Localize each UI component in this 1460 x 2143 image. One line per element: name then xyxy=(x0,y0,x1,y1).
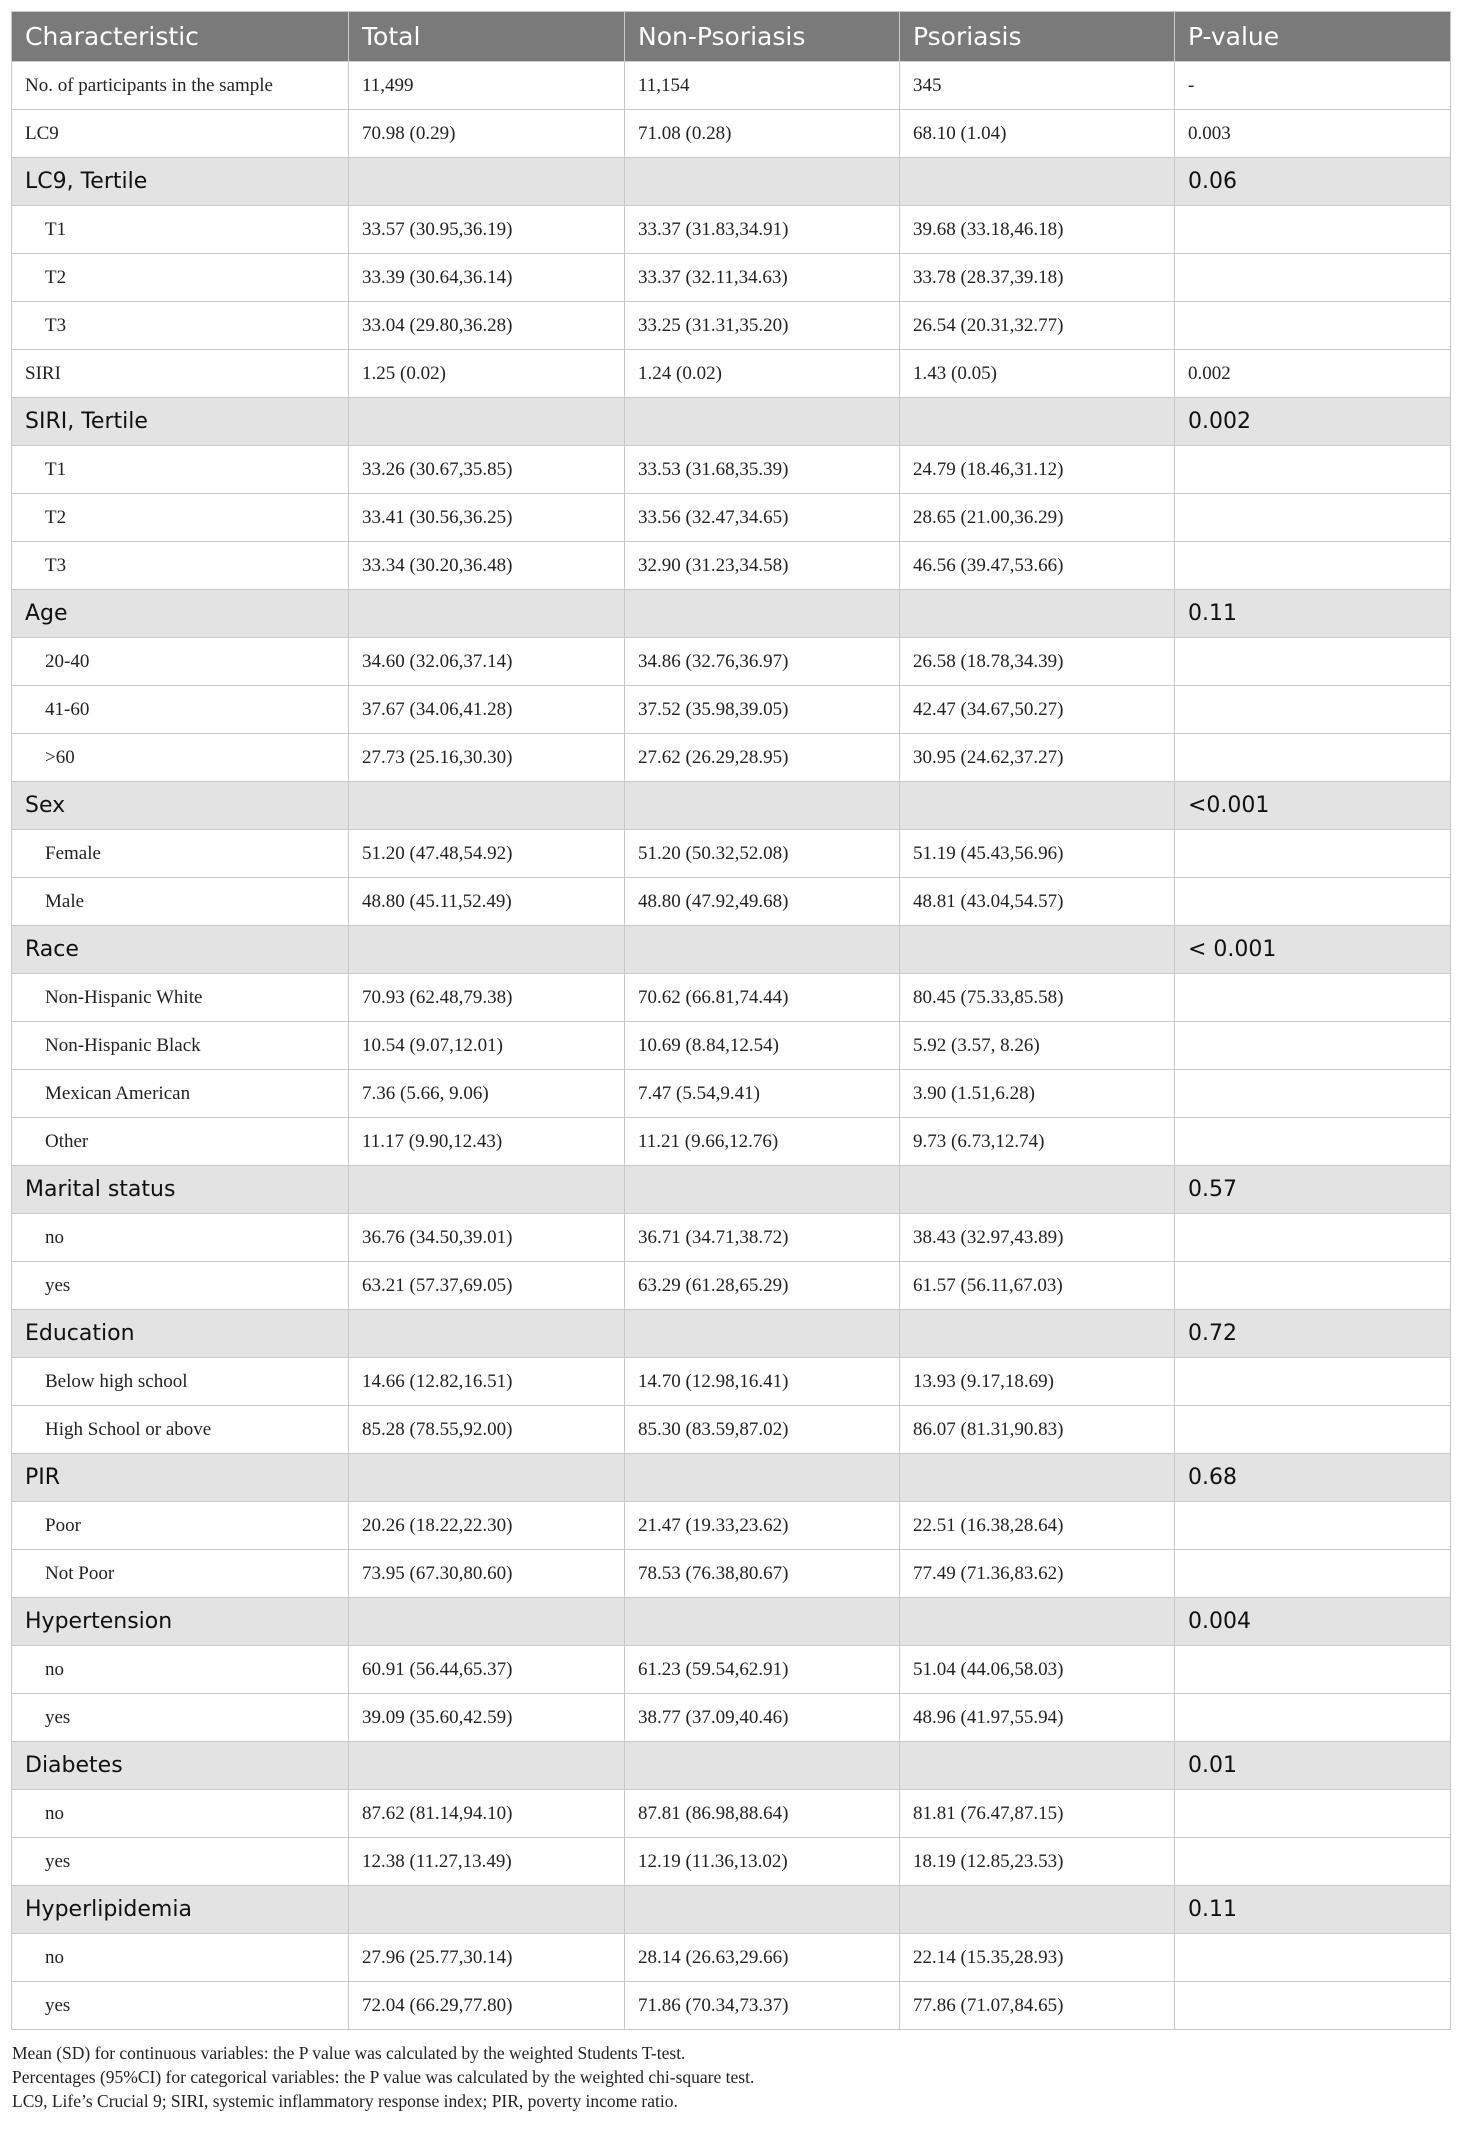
table-row xyxy=(12,350,1451,398)
cell-p-value xyxy=(1175,830,1451,878)
cell-total: 11.17 (9.90,12.43) xyxy=(349,1118,625,1166)
cell-characteristic: T2 xyxy=(12,494,349,542)
cell-total: 36.76 (34.50,39.01) xyxy=(349,1214,625,1262)
cell-non-psoriasis xyxy=(625,590,900,638)
sub-row xyxy=(12,1694,1451,1742)
group-row xyxy=(12,1166,1451,1214)
cell-non-psoriasis: 12.19 (11.36,13.02) xyxy=(625,1838,900,1886)
sub-row xyxy=(12,1790,1451,1838)
cell-characteristic: Mexican American xyxy=(12,1070,349,1118)
cell-characteristic: no xyxy=(12,1790,349,1838)
cell-characteristic: 20-40 xyxy=(12,638,349,686)
cell-total: 33.39 (30.64,36.14) xyxy=(349,254,625,302)
cell-p-value xyxy=(1175,686,1451,734)
cell-psoriasis xyxy=(900,1454,1175,1502)
cell-characteristic: High School or above xyxy=(12,1406,349,1454)
cell-p-value xyxy=(1175,1550,1451,1598)
cell-p-value xyxy=(1175,1022,1451,1070)
sub-row xyxy=(12,686,1451,734)
sub-row xyxy=(12,1406,1451,1454)
cell-non-psoriasis xyxy=(625,1742,900,1790)
cell-psoriasis: 42.47 (34.67,50.27) xyxy=(900,686,1175,734)
cell-characteristic: Other xyxy=(12,1118,349,1166)
cell-characteristic: Non-Hispanic White xyxy=(12,974,349,1022)
baseline-characteristics-table xyxy=(11,11,1451,2030)
cell-characteristic: yes xyxy=(12,1694,349,1742)
header-p-value: P-value xyxy=(1175,12,1451,62)
sub-row xyxy=(12,542,1451,590)
cell-psoriasis xyxy=(900,1742,1175,1790)
cell-p-value xyxy=(1175,494,1451,542)
cell-non-psoriasis: 33.25 (31.31,35.20) xyxy=(625,302,900,350)
cell-non-psoriasis: 70.62 (66.81,74.44) xyxy=(625,974,900,1022)
cell-psoriasis: 30.95 (24.62,37.27) xyxy=(900,734,1175,782)
footnote: LC9, Life’s Crucial 9; SIRI, systemic inflammatory response index; PIR, poverty income ratio. xyxy=(12,2091,678,2111)
cell-total xyxy=(349,1310,625,1358)
cell-psoriasis: 81.81 (76.47,87.15) xyxy=(900,1790,1175,1838)
cell-non-psoriasis: 34.86 (32.76,36.97) xyxy=(625,638,900,686)
cell-psoriasis: 13.93 (9.17,18.69) xyxy=(900,1358,1175,1406)
table-row xyxy=(12,110,1451,158)
cell-total: 27.96 (25.77,30.14) xyxy=(349,1934,625,1982)
table-container xyxy=(11,11,1450,2113)
sub-row xyxy=(12,1358,1451,1406)
cell-non-psoriasis xyxy=(625,1454,900,1502)
cell-p-value: - xyxy=(1175,62,1451,110)
cell-total: 34.60 (32.06,37.14) xyxy=(349,638,625,686)
cell-total: 39.09 (35.60,42.59) xyxy=(349,1694,625,1742)
cell-psoriasis: 38.43 (32.97,43.89) xyxy=(900,1214,1175,1262)
cell-characteristic: no xyxy=(12,1646,349,1694)
cell-total xyxy=(349,1166,625,1214)
cell-p-value xyxy=(1175,1214,1451,1262)
cell-psoriasis: 3.90 (1.51,6.28) xyxy=(900,1070,1175,1118)
sub-row xyxy=(12,1262,1451,1310)
cell-characteristic: Diabetes xyxy=(12,1742,349,1790)
cell-p-value xyxy=(1175,1070,1451,1118)
cell-psoriasis: 51.19 (45.43,56.96) xyxy=(900,830,1175,878)
cell-characteristic: T3 xyxy=(12,542,349,590)
cell-psoriasis: 1.43 (0.05) xyxy=(900,350,1175,398)
group-row xyxy=(12,1886,1451,1934)
cell-psoriasis: 26.54 (20.31,32.77) xyxy=(900,302,1175,350)
cell-p-value: 0.11 xyxy=(1175,1886,1451,1934)
cell-characteristic: Marital status xyxy=(12,1166,349,1214)
cell-psoriasis: 39.68 (33.18,46.18) xyxy=(900,206,1175,254)
cell-characteristic: Female xyxy=(12,830,349,878)
cell-psoriasis xyxy=(900,1886,1175,1934)
sub-row xyxy=(12,494,1451,542)
cell-p-value xyxy=(1175,734,1451,782)
header-characteristic: Characteristic xyxy=(12,12,349,62)
group-row xyxy=(12,158,1451,206)
cell-psoriasis: 77.49 (71.36,83.62) xyxy=(900,1550,1175,1598)
cell-non-psoriasis: 33.53 (31.68,35.39) xyxy=(625,446,900,494)
cell-total xyxy=(349,590,625,638)
cell-total xyxy=(349,1598,625,1646)
cell-total: 85.28 (78.55,92.00) xyxy=(349,1406,625,1454)
cell-characteristic: Hyperlipidemia xyxy=(12,1886,349,1934)
group-row xyxy=(12,1310,1451,1358)
sub-row xyxy=(12,1070,1451,1118)
cell-psoriasis: 28.65 (21.00,36.29) xyxy=(900,494,1175,542)
cell-psoriasis: 22.14 (15.35,28.93) xyxy=(900,1934,1175,1982)
cell-p-value: 0.68 xyxy=(1175,1454,1451,1502)
cell-characteristic: Below high school xyxy=(12,1358,349,1406)
table-footnotes xyxy=(11,2041,1450,2113)
cell-non-psoriasis: 61.23 (59.54,62.91) xyxy=(625,1646,900,1694)
cell-psoriasis xyxy=(900,158,1175,206)
cell-characteristic: PIR xyxy=(12,1454,349,1502)
header-row xyxy=(12,12,1451,62)
cell-total xyxy=(349,1742,625,1790)
cell-psoriasis xyxy=(900,1598,1175,1646)
cell-psoriasis: 5.92 (3.57, 8.26) xyxy=(900,1022,1175,1070)
cell-characteristic: T3 xyxy=(12,302,349,350)
cell-psoriasis: 48.81 (43.04,54.57) xyxy=(900,878,1175,926)
cell-psoriasis xyxy=(900,398,1175,446)
cell-total xyxy=(349,158,625,206)
cell-p-value xyxy=(1175,254,1451,302)
cell-p-value xyxy=(1175,206,1451,254)
sub-row xyxy=(12,830,1451,878)
cell-psoriasis: 51.04 (44.06,58.03) xyxy=(900,1646,1175,1694)
sub-row xyxy=(12,1646,1451,1694)
cell-total: 33.26 (30.67,35.85) xyxy=(349,446,625,494)
cell-p-value xyxy=(1175,1502,1451,1550)
cell-non-psoriasis xyxy=(625,926,900,974)
group-row xyxy=(12,1454,1451,1502)
cell-total: 27.73 (25.16,30.30) xyxy=(349,734,625,782)
cell-total: 72.04 (66.29,77.80) xyxy=(349,1982,625,2030)
sub-row xyxy=(12,254,1451,302)
cell-psoriasis: 26.58 (18.78,34.39) xyxy=(900,638,1175,686)
cell-p-value: <0.001 xyxy=(1175,782,1451,830)
header-total: Total xyxy=(349,12,625,62)
cell-total: 87.62 (81.14,94.10) xyxy=(349,1790,625,1838)
cell-non-psoriasis: 11.21 (9.66,12.76) xyxy=(625,1118,900,1166)
cell-characteristic: Age xyxy=(12,590,349,638)
cell-psoriasis: 80.45 (75.33,85.58) xyxy=(900,974,1175,1022)
cell-non-psoriasis xyxy=(625,782,900,830)
cell-p-value: 0.72 xyxy=(1175,1310,1451,1358)
cell-psoriasis: 61.57 (56.11,67.03) xyxy=(900,1262,1175,1310)
cell-non-psoriasis: 51.20 (50.32,52.08) xyxy=(625,830,900,878)
cell-psoriasis xyxy=(900,926,1175,974)
cell-p-value xyxy=(1175,1838,1451,1886)
cell-total: 63.21 (57.37,69.05) xyxy=(349,1262,625,1310)
cell-total: 70.98 (0.29) xyxy=(349,110,625,158)
cell-non-psoriasis: 21.47 (19.33,23.62) xyxy=(625,1502,900,1550)
cell-p-value: 0.002 xyxy=(1175,398,1451,446)
cell-p-value xyxy=(1175,1982,1451,2030)
cell-total: 33.41 (30.56,36.25) xyxy=(349,494,625,542)
cell-non-psoriasis: 71.86 (70.34,73.37) xyxy=(625,1982,900,2030)
cell-p-value: < 0.001 xyxy=(1175,926,1451,974)
cell-total: 14.66 (12.82,16.51) xyxy=(349,1358,625,1406)
cell-total: 20.26 (18.22,22.30) xyxy=(349,1502,625,1550)
footnote: Percentages (95%CI) for categorical variables: the P value was calculated by the weighted chi-square test. xyxy=(12,2067,755,2087)
cell-p-value xyxy=(1175,1934,1451,1982)
sub-row xyxy=(12,974,1451,1022)
group-row xyxy=(12,590,1451,638)
cell-total: 70.93 (62.48,79.38) xyxy=(349,974,625,1022)
sub-row xyxy=(12,638,1451,686)
cell-p-value: 0.003 xyxy=(1175,110,1451,158)
group-row xyxy=(12,926,1451,974)
cell-non-psoriasis: 1.24 (0.02) xyxy=(625,350,900,398)
cell-psoriasis: 68.10 (1.04) xyxy=(900,110,1175,158)
cell-characteristic: Hypertension xyxy=(12,1598,349,1646)
cell-p-value: 0.01 xyxy=(1175,1742,1451,1790)
cell-characteristic: >60 xyxy=(12,734,349,782)
cell-non-psoriasis xyxy=(625,1166,900,1214)
cell-total: 73.95 (67.30,80.60) xyxy=(349,1550,625,1598)
cell-psoriasis: 24.79 (18.46,31.12) xyxy=(900,446,1175,494)
cell-psoriasis: 345 xyxy=(900,62,1175,110)
cell-non-psoriasis xyxy=(625,158,900,206)
cell-non-psoriasis: 48.80 (47.92,49.68) xyxy=(625,878,900,926)
sub-row xyxy=(12,1022,1451,1070)
sub-row xyxy=(12,1838,1451,1886)
cell-psoriasis: 22.51 (16.38,28.64) xyxy=(900,1502,1175,1550)
header-non-psoriasis: Non-Psoriasis xyxy=(625,12,900,62)
cell-psoriasis: 77.86 (71.07,84.65) xyxy=(900,1982,1175,2030)
cell-total: 11,499 xyxy=(349,62,625,110)
group-row xyxy=(12,398,1451,446)
cell-total: 60.91 (56.44,65.37) xyxy=(349,1646,625,1694)
cell-psoriasis: 9.73 (6.73,12.74) xyxy=(900,1118,1175,1166)
cell-psoriasis: 46.56 (39.47,53.66) xyxy=(900,542,1175,590)
sub-row xyxy=(12,1118,1451,1166)
cell-non-psoriasis: 27.62 (26.29,28.95) xyxy=(625,734,900,782)
cell-characteristic: T1 xyxy=(12,206,349,254)
cell-characteristic: no xyxy=(12,1214,349,1262)
cell-characteristic: Non-Hispanic Black xyxy=(12,1022,349,1070)
cell-non-psoriasis: 11,154 xyxy=(625,62,900,110)
cell-characteristic: SIRI xyxy=(12,350,349,398)
sub-row xyxy=(12,1550,1451,1598)
cell-p-value xyxy=(1175,1646,1451,1694)
sub-row xyxy=(12,1502,1451,1550)
cell-total xyxy=(349,926,625,974)
cell-non-psoriasis: 28.14 (26.63,29.66) xyxy=(625,1934,900,1982)
cell-total: 7.36 (5.66, 9.06) xyxy=(349,1070,625,1118)
cell-characteristic: LC9 xyxy=(12,110,349,158)
cell-characteristic: Education xyxy=(12,1310,349,1358)
cell-total: 33.34 (30.20,36.48) xyxy=(349,542,625,590)
cell-non-psoriasis xyxy=(625,1310,900,1358)
cell-total: 48.80 (45.11,52.49) xyxy=(349,878,625,926)
cell-non-psoriasis: 33.56 (32.47,34.65) xyxy=(625,494,900,542)
cell-non-psoriasis: 87.81 (86.98,88.64) xyxy=(625,1790,900,1838)
sub-row xyxy=(12,878,1451,926)
cell-characteristic: No. of participants in the sample xyxy=(12,62,349,110)
cell-total xyxy=(349,1454,625,1502)
cell-total: 51.20 (47.48,54.92) xyxy=(349,830,625,878)
cell-total: 37.67 (34.06,41.28) xyxy=(349,686,625,734)
cell-non-psoriasis: 33.37 (31.83,34.91) xyxy=(625,206,900,254)
cell-total xyxy=(349,398,625,446)
cell-p-value xyxy=(1175,1406,1451,1454)
cell-p-value xyxy=(1175,1694,1451,1742)
cell-p-value: 0.11 xyxy=(1175,590,1451,638)
cell-characteristic: Male xyxy=(12,878,349,926)
cell-total: 33.57 (30.95,36.19) xyxy=(349,206,625,254)
sub-row xyxy=(12,446,1451,494)
cell-non-psoriasis: 38.77 (37.09,40.46) xyxy=(625,1694,900,1742)
cell-non-psoriasis: 63.29 (61.28,65.29) xyxy=(625,1262,900,1310)
footnote: Mean (SD) for continuous variables: the P value was calculated by the weighted Students T-test. xyxy=(12,2043,686,2063)
cell-p-value xyxy=(1175,1790,1451,1838)
cell-non-psoriasis: 10.69 (8.84,12.54) xyxy=(625,1022,900,1070)
cell-characteristic: Race xyxy=(12,926,349,974)
cell-non-psoriasis xyxy=(625,398,900,446)
cell-non-psoriasis: 7.47 (5.54,9.41) xyxy=(625,1070,900,1118)
cell-characteristic: Not Poor xyxy=(12,1550,349,1598)
cell-total: 12.38 (11.27,13.49) xyxy=(349,1838,625,1886)
sub-row xyxy=(12,1214,1451,1262)
sub-row xyxy=(12,734,1451,782)
cell-p-value xyxy=(1175,974,1451,1022)
cell-characteristic: yes xyxy=(12,1838,349,1886)
cell-p-value xyxy=(1175,1358,1451,1406)
cell-non-psoriasis xyxy=(625,1886,900,1934)
cell-p-value xyxy=(1175,638,1451,686)
cell-non-psoriasis: 32.90 (31.23,34.58) xyxy=(625,542,900,590)
cell-total: 33.04 (29.80,36.28) xyxy=(349,302,625,350)
cell-p-value: 0.004 xyxy=(1175,1598,1451,1646)
cell-characteristic: Poor xyxy=(12,1502,349,1550)
cell-non-psoriasis: 71.08 (0.28) xyxy=(625,110,900,158)
cell-non-psoriasis: 36.71 (34.71,38.72) xyxy=(625,1214,900,1262)
table-header xyxy=(12,12,1451,62)
cell-p-value xyxy=(1175,542,1451,590)
cell-characteristic: SIRI, Tertile xyxy=(12,398,349,446)
header-psoriasis: Psoriasis xyxy=(900,12,1175,62)
cell-non-psoriasis: 33.37 (32.11,34.63) xyxy=(625,254,900,302)
cell-p-value: 0.002 xyxy=(1175,350,1451,398)
group-row xyxy=(12,1742,1451,1790)
cell-non-psoriasis: 37.52 (35.98,39.05) xyxy=(625,686,900,734)
cell-total: 1.25 (0.02) xyxy=(349,350,625,398)
table-row xyxy=(12,62,1451,110)
cell-psoriasis xyxy=(900,782,1175,830)
sub-row xyxy=(12,302,1451,350)
cell-characteristic: no xyxy=(12,1934,349,1982)
cell-total: 10.54 (9.07,12.01) xyxy=(349,1022,625,1070)
cell-p-value xyxy=(1175,302,1451,350)
cell-psoriasis: 86.07 (81.31,90.83) xyxy=(900,1406,1175,1454)
cell-characteristic: T2 xyxy=(12,254,349,302)
group-row xyxy=(12,1598,1451,1646)
cell-p-value xyxy=(1175,446,1451,494)
cell-p-value xyxy=(1175,1118,1451,1166)
cell-p-value xyxy=(1175,1262,1451,1310)
group-row xyxy=(12,782,1451,830)
cell-p-value: 0.06 xyxy=(1175,158,1451,206)
cell-psoriasis xyxy=(900,1166,1175,1214)
cell-characteristic: T1 xyxy=(12,446,349,494)
cell-characteristic: yes xyxy=(12,1262,349,1310)
sub-row xyxy=(12,1934,1451,1982)
cell-psoriasis: 48.96 (41.97,55.94) xyxy=(900,1694,1175,1742)
cell-psoriasis: 33.78 (28.37,39.18) xyxy=(900,254,1175,302)
sub-row xyxy=(12,206,1451,254)
cell-non-psoriasis xyxy=(625,1598,900,1646)
cell-characteristic: 41-60 xyxy=(12,686,349,734)
cell-psoriasis: 18.19 (12.85,23.53) xyxy=(900,1838,1175,1886)
cell-p-value xyxy=(1175,878,1451,926)
cell-total xyxy=(349,1886,625,1934)
cell-characteristic: Sex xyxy=(12,782,349,830)
cell-non-psoriasis: 85.30 (83.59,87.02) xyxy=(625,1406,900,1454)
cell-psoriasis xyxy=(900,590,1175,638)
cell-characteristic: yes xyxy=(12,1982,349,2030)
table-body xyxy=(12,62,1451,2030)
cell-non-psoriasis: 78.53 (76.38,80.67) xyxy=(625,1550,900,1598)
cell-total xyxy=(349,782,625,830)
cell-p-value: 0.57 xyxy=(1175,1166,1451,1214)
cell-psoriasis xyxy=(900,1310,1175,1358)
cell-characteristic: LC9, Tertile xyxy=(12,158,349,206)
sub-row xyxy=(12,1982,1451,2030)
cell-non-psoriasis: 14.70 (12.98,16.41) xyxy=(625,1358,900,1406)
